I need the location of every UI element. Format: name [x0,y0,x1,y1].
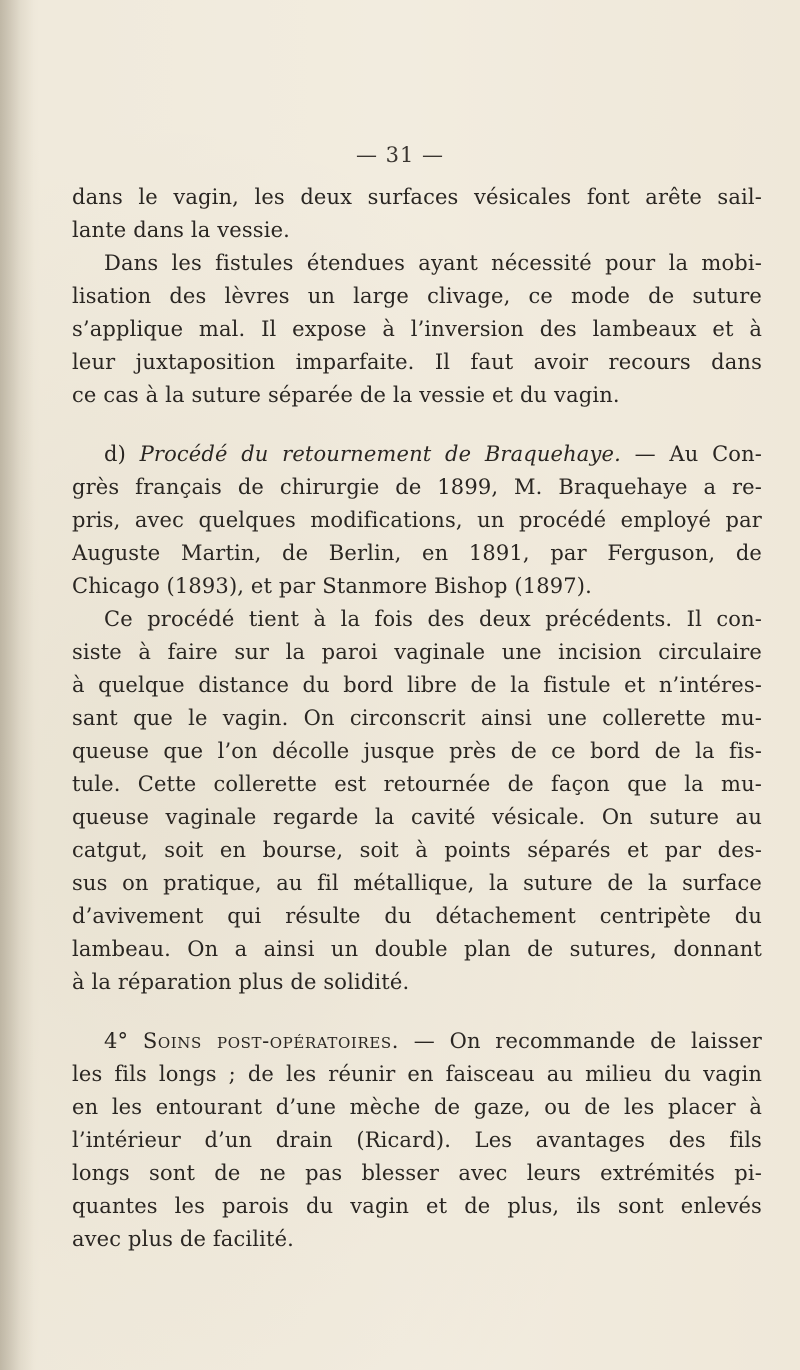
text-line: s’applique mal. Il expose à l’inversion des lambeaux et à [72,317,762,341]
section-title: Procédé du retournement de Braquehaye. [139,442,621,466]
text-line: dans le vagin, les deux surfaces vésicales font arête sail- [72,185,762,209]
section-label: d) [104,442,126,466]
section-gap [72,412,762,438]
text-line: lambeau. On a ainsi un double plan de sutures, donnant [72,937,762,961]
text-line: Chicago (1893), et par Stanmore Bishop (1897). [72,574,592,598]
section-heading-line [72,1025,762,1058]
text-line: sant que le vagin. On circonscrit ainsi une collerette mu- [72,706,762,730]
text-line: l’intérieur d’un drain (Ricard). Les avantages des fils [72,1128,762,1152]
section-d [72,438,762,603]
paragraph [72,181,762,247]
text-line: grès français de chirurgie de 1899, M. Braquehaye a re- [72,475,762,499]
section-4 [72,1025,762,1256]
text-line: ce cas à la suture séparée de la vessie et du vagin. [72,383,620,407]
text-line: avec plus de facilité. [72,1227,294,1251]
text-line: tule. Cette collerette est retournée de façon que la mu- [72,772,762,796]
text-line: à la réparation plus de solidité. [72,970,410,994]
text-line: queuse que l’on décolle jusque près de ce bord de la fis- [72,739,762,763]
text-line: Dans les fistules étendues ayant nécessité pour la mobi- [104,251,762,275]
text-line: siste à faire sur la paroi vaginale une incision circulaire [72,640,762,664]
section-heading-line [72,438,762,471]
paragraph [72,247,762,412]
section-title: Soins post-opératoires. [142,1029,400,1053]
text-line: catgut, soit en bourse, soit à points séparés et par des- [72,838,762,862]
text-line: les fils longs ; de les réunir en faisceau au milieu du vagin [72,1062,762,1086]
page-body [72,181,762,1256]
text-line: lante dans la vessie. [72,218,290,242]
text-line: longs sont de ne pas blesser avec leurs extrémités pi- [72,1161,762,1185]
text-line: queuse vaginale regarde la cavité vésicale. On suture au [72,805,762,829]
text-line: sus on pratique, au fil métallique, la suture de la surface [72,871,762,895]
heading-continuation: — On recommande de laisser [413,1029,762,1053]
text-line: Ce procédé tient à la fois des deux précédents. Il con- [104,607,762,631]
text-line: lisation des lèvres un large clivage, ce mode de suture [72,284,762,308]
binding-shadow [0,0,34,1370]
section-label: 4° [104,1029,129,1053]
text-line: en les entourant d’une mèche de gaze, ou de les placer à [72,1095,762,1119]
section-gap [72,999,762,1025]
heading-continuation: — Au Con- [634,442,763,466]
text-line: quantes les parois du vagin et de plus, ils sont enlevés [72,1194,762,1218]
text-line: pris, avec quelques modifications, un procédé employé par [72,508,762,532]
text-line: d’avivement qui résulte du détachement centripète du [72,904,762,928]
text-line: leur juxtaposition imparfaite. Il faut avoir recours dans [72,350,762,374]
paragraph [72,603,762,999]
text-line: à quelque distance du bord libre de la fistule et n’intéres- [72,673,762,697]
text-line: Auguste Martin, de Berlin, en 1891, par Ferguson, de [72,541,762,565]
page-number: — 31 — [355,143,445,167]
